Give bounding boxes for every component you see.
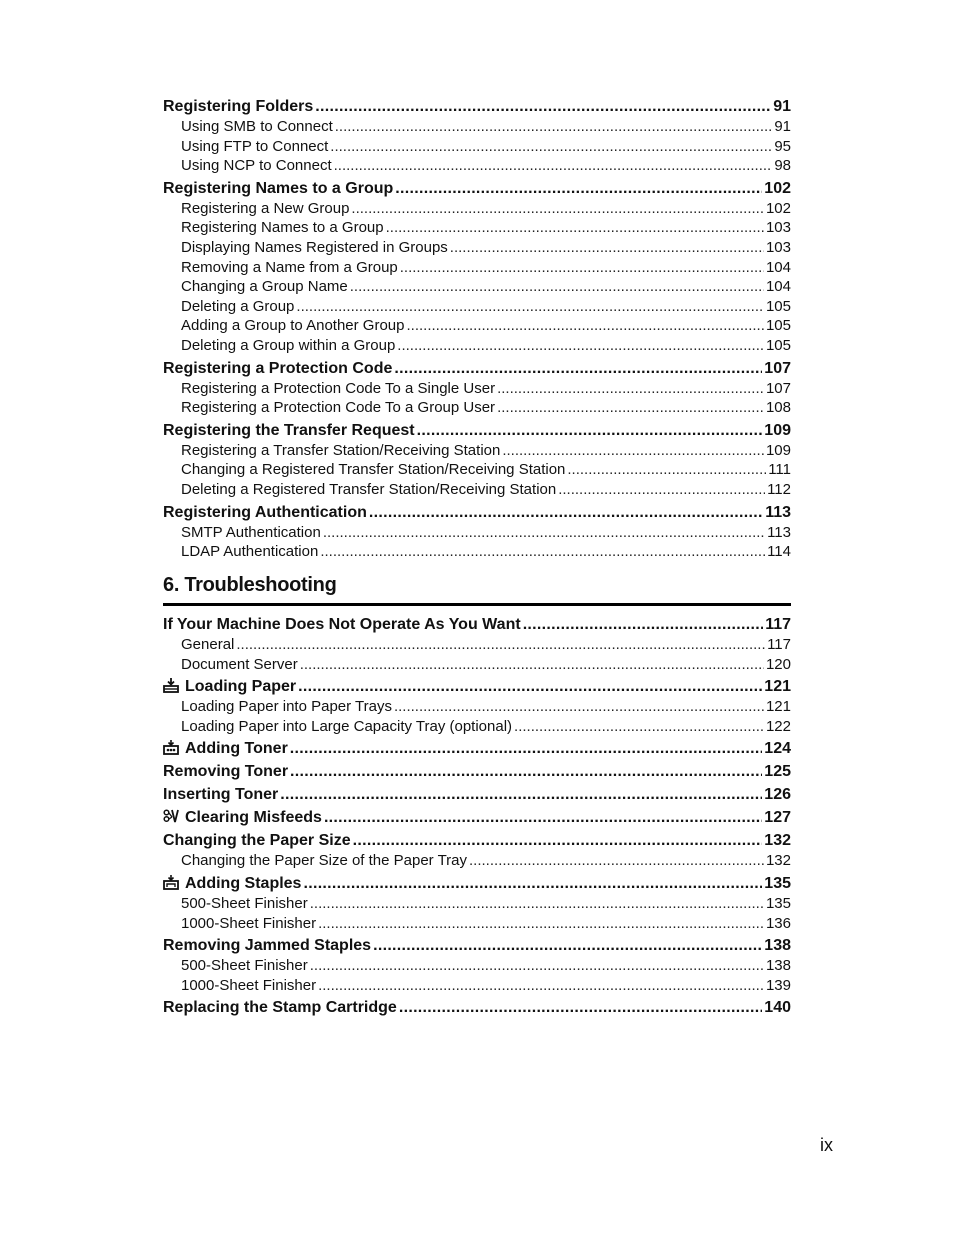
toc-entry-page: 113 bbox=[765, 503, 791, 521]
dot-leader bbox=[290, 761, 762, 782]
toc-entry-title bbox=[163, 502, 367, 523]
dot-leader bbox=[386, 218, 764, 238]
toc-subentry bbox=[163, 398, 791, 418]
toc-entry-title-text: Adding a Group to Another Group bbox=[181, 317, 405, 335]
dot-leader bbox=[318, 914, 764, 934]
toc-entry-title bbox=[181, 199, 349, 219]
toc-entry-title-text: Registering a Protection Code To a Single User bbox=[181, 379, 496, 397]
dot-leader bbox=[450, 238, 764, 258]
toc-entry-title bbox=[181, 717, 512, 737]
dot-leader bbox=[324, 807, 762, 828]
toc-entry-title bbox=[181, 117, 333, 137]
dot-leader bbox=[558, 480, 765, 500]
toc-subentry bbox=[163, 956, 791, 976]
dot-leader bbox=[417, 420, 763, 441]
toc-entry-title-text: Removing Toner bbox=[163, 763, 289, 781]
toc-entry-title bbox=[181, 156, 332, 176]
toc-entry-page: 138 bbox=[764, 937, 791, 955]
toc-entry-title-text: Removing Jammed Staples bbox=[163, 937, 372, 955]
toc-entry-title-text: Deleting a Group bbox=[181, 297, 295, 315]
toc-subentry bbox=[163, 218, 791, 238]
toc-entry-title-text: 1000-Sheet Finisher bbox=[181, 976, 317, 994]
dot-leader bbox=[497, 398, 764, 418]
toc-entry-title bbox=[181, 480, 556, 500]
toc-entry-title bbox=[163, 784, 278, 805]
toc-entry-page: 138 bbox=[765, 957, 791, 975]
toc-entry-page: 136 bbox=[765, 914, 791, 932]
paper-tray-icon bbox=[163, 678, 179, 693]
toc-entry-title bbox=[163, 738, 288, 759]
toc-entry-page: 91 bbox=[774, 118, 791, 135]
toc-entry-page: 103 bbox=[765, 238, 791, 256]
toc-subentry bbox=[163, 441, 791, 461]
toc-entry-title bbox=[181, 956, 308, 976]
toc-entry-title-text: Changing a Group Name bbox=[181, 278, 348, 296]
toc-entry-title bbox=[181, 398, 495, 418]
dot-leader bbox=[406, 316, 763, 336]
toc-subentry bbox=[163, 258, 791, 278]
toc-entry-title-text: If Your Machine Does Not Operate As You Want bbox=[163, 616, 521, 633]
toc-entry-title-text: Displaying Names Registered in Groups bbox=[181, 238, 448, 256]
toc-entry-title bbox=[163, 96, 313, 117]
toc-entry-title bbox=[163, 178, 393, 199]
toc-entry-title bbox=[163, 676, 296, 697]
toc-subentry bbox=[163, 914, 791, 934]
toc-entry-page: 124 bbox=[764, 740, 791, 758]
toc-entry-title bbox=[181, 238, 448, 258]
toc-entry-title-text: Registering Authentication bbox=[163, 503, 367, 521]
toc-entry-page: 121 bbox=[764, 678, 791, 696]
toc-entry-title bbox=[181, 523, 321, 543]
toc-subentry bbox=[163, 297, 791, 317]
toc-entry-title-text: Registering Names to a Group bbox=[163, 179, 394, 197]
toc-entry-title bbox=[163, 614, 521, 635]
toc-entry-title-text: Removing a Name from a Group bbox=[181, 258, 398, 276]
toc-entry-page: 117 bbox=[765, 616, 791, 633]
toc-subentry bbox=[163, 523, 791, 543]
dot-leader bbox=[298, 676, 762, 697]
toc-entry-title-text: Adding Staples bbox=[185, 874, 302, 892]
toc-entry-page: 135 bbox=[765, 894, 791, 912]
toc-entry-title bbox=[163, 761, 288, 782]
toc-entry-page: 95 bbox=[774, 137, 791, 155]
dot-leader bbox=[502, 441, 764, 461]
toc-subentry bbox=[163, 635, 791, 655]
toc-entry-title-text: Registering a Protection Code To a Group User bbox=[181, 399, 496, 417]
toc-entry-page: 139 bbox=[765, 976, 791, 994]
dot-leader bbox=[335, 117, 773, 137]
toc-entry bbox=[163, 807, 791, 828]
toc-entry-title bbox=[181, 697, 392, 717]
toc-entry-title bbox=[181, 218, 384, 238]
page-number: ix bbox=[820, 1135, 833, 1155]
toc-subentry bbox=[163, 316, 791, 336]
toc-entry-title bbox=[181, 914, 316, 934]
dot-leader bbox=[310, 956, 764, 976]
toc-subentry bbox=[163, 894, 791, 914]
toc-subentry bbox=[163, 460, 791, 480]
toc-entry bbox=[163, 676, 791, 697]
dot-leader bbox=[330, 137, 772, 157]
toc-entry-title bbox=[181, 894, 308, 914]
toc-subentry bbox=[163, 137, 791, 157]
toc-entry-page: 112 bbox=[767, 480, 791, 498]
toc-entry-page: 91 bbox=[773, 98, 791, 115]
toc-entry-title-text: General bbox=[181, 636, 235, 653]
toc-entry-title-text: Using NCP to Connect bbox=[181, 157, 332, 175]
toc-entry-title bbox=[181, 851, 467, 871]
toc-entry-title-text: Deleting a Group within a Group bbox=[181, 336, 396, 354]
toc-entry-title bbox=[181, 635, 234, 655]
toc-subentry bbox=[163, 542, 791, 562]
toc-entry-title bbox=[181, 655, 298, 675]
dot-leader bbox=[523, 614, 764, 635]
dot-leader bbox=[497, 379, 764, 399]
toc-entry bbox=[163, 738, 791, 759]
toc-entry bbox=[163, 178, 791, 199]
toc-entry-page: 104 bbox=[765, 258, 791, 276]
toner-icon bbox=[163, 740, 179, 755]
toc-subentry bbox=[163, 336, 791, 356]
dot-leader bbox=[350, 277, 764, 297]
dot-leader bbox=[303, 873, 762, 894]
staple-icon bbox=[163, 875, 179, 890]
toc-entry-title bbox=[163, 997, 397, 1018]
toc-subentry bbox=[163, 277, 791, 297]
toc-entry-title bbox=[163, 935, 371, 956]
toc-entry-title-text: Using FTP to Connect bbox=[181, 137, 329, 155]
toc-entry-page: 122 bbox=[765, 717, 791, 735]
toc-entry-page: 111 bbox=[768, 461, 791, 479]
toc-entry-page: 120 bbox=[765, 655, 791, 673]
toc-entry-title bbox=[163, 420, 415, 441]
dot-leader bbox=[300, 655, 764, 675]
toc-entry-title bbox=[163, 873, 301, 894]
toc-entry bbox=[163, 358, 791, 379]
toc-entry-page: 102 bbox=[765, 199, 791, 217]
toc-entry-page: 107 bbox=[764, 359, 791, 377]
toc-entry-page: 140 bbox=[764, 999, 791, 1017]
toc-entry-page: 104 bbox=[765, 278, 791, 296]
toc-entry-page: 132 bbox=[765, 852, 791, 870]
toc-entry-title bbox=[181, 441, 500, 461]
toc-entry-page: 105 bbox=[765, 297, 791, 315]
toc-entry-page: 113 bbox=[767, 523, 791, 541]
toc-entry-page: 117 bbox=[767, 636, 791, 653]
toc-subentry bbox=[163, 655, 791, 675]
dot-leader bbox=[320, 542, 765, 562]
misfeed-icon bbox=[163, 809, 179, 824]
dot-leader bbox=[310, 894, 764, 914]
toc-entry-title bbox=[181, 277, 348, 297]
toc-entry-page: 102 bbox=[764, 179, 791, 197]
toc-subentry bbox=[163, 697, 791, 717]
toc-entry-title-text: Deleting a Registered Transfer Station/Receiving Station bbox=[181, 480, 557, 498]
toc-entry-title-text: Registering a Transfer Station/Receiving Station bbox=[181, 441, 501, 459]
dot-leader bbox=[400, 258, 764, 278]
toc-entry-page: 103 bbox=[765, 219, 791, 237]
toc-entry-title-text: 1000-Sheet Finisher bbox=[181, 914, 317, 932]
toc-entry bbox=[163, 873, 791, 894]
toc-entry bbox=[163, 96, 791, 117]
toc-entry-page: 121 bbox=[765, 698, 791, 716]
toc-entry-title-text: Using SMB to Connect bbox=[181, 118, 333, 135]
dot-leader bbox=[315, 96, 771, 117]
dot-leader bbox=[399, 997, 762, 1018]
dot-leader bbox=[351, 199, 764, 219]
toc-entry bbox=[163, 502, 791, 523]
section-heading-text: 6. Troubleshooting bbox=[163, 574, 337, 596]
toc-entry-page: 132 bbox=[764, 832, 791, 850]
toc-entry-title bbox=[163, 358, 392, 379]
toc-subentry bbox=[163, 851, 791, 871]
toc-subentry bbox=[163, 976, 791, 996]
toc-entry-page: 105 bbox=[765, 336, 791, 354]
dot-leader bbox=[373, 935, 762, 956]
dot-leader bbox=[318, 976, 764, 996]
toc-entry-title-text: Document Server bbox=[181, 655, 298, 673]
toc-lower-list bbox=[163, 612, 791, 1018]
dot-leader bbox=[469, 851, 764, 871]
toc-entry bbox=[163, 830, 791, 851]
toc-entry-page: 127 bbox=[764, 809, 791, 827]
toc-entry-page: 109 bbox=[765, 441, 791, 459]
toc-entry-page: 114 bbox=[767, 543, 791, 561]
toc-entry-page: 109 bbox=[764, 421, 791, 439]
toc-entry-title-text: Loading Paper bbox=[185, 678, 297, 696]
toc-subentry bbox=[163, 199, 791, 219]
dot-leader bbox=[334, 156, 773, 176]
toc-entry-title-text: Changing the Paper Size of the Paper Tray bbox=[181, 852, 468, 870]
toc-entry-page: 125 bbox=[764, 763, 791, 781]
toc-entry bbox=[163, 761, 791, 782]
toc-entry-page: 105 bbox=[765, 317, 791, 335]
toc-entry-title-text: LDAP Authentication bbox=[181, 543, 319, 561]
dot-leader bbox=[236, 635, 765, 655]
toc-entry-title bbox=[163, 830, 351, 851]
toc-entry-title-text: Registering Folders bbox=[163, 98, 314, 115]
toc-entry bbox=[163, 420, 791, 441]
toc-subentry bbox=[163, 117, 791, 137]
toc-entry-page: 98 bbox=[774, 157, 791, 175]
toc-entry-title-text: SMTP Authentication bbox=[181, 523, 321, 541]
section-heading bbox=[163, 574, 791, 606]
dot-leader bbox=[296, 297, 764, 317]
toc-entry-title bbox=[181, 460, 565, 480]
toc-subentry bbox=[163, 156, 791, 176]
toc-entry-title bbox=[181, 137, 328, 157]
dot-leader bbox=[353, 830, 763, 851]
toc-entry-title-text: Registering a New Group bbox=[181, 199, 350, 217]
toc-entry bbox=[163, 997, 791, 1018]
dot-leader bbox=[567, 460, 766, 480]
toc-subentry bbox=[163, 379, 791, 399]
toc-entry-title-text: Registering Names to a Group bbox=[181, 219, 384, 237]
toc-entry-title-text: 500-Sheet Finisher bbox=[181, 957, 308, 975]
toc-entry-title bbox=[181, 976, 316, 996]
toc-entry-page: 107 bbox=[765, 379, 791, 397]
toc-entry-title-text: Loading Paper into Paper Trays bbox=[181, 698, 392, 716]
toc-entry-page: 108 bbox=[765, 399, 791, 417]
dot-leader bbox=[397, 336, 764, 356]
toc-subentry bbox=[163, 717, 791, 737]
dot-leader bbox=[394, 697, 764, 717]
toc-entry-title bbox=[163, 807, 322, 828]
toc-entry-page: 135 bbox=[764, 874, 791, 892]
toc-entry-page: 126 bbox=[764, 786, 791, 804]
toc-entry-title-text: Changing a Registered Transfer Station/Receiving Station bbox=[181, 461, 566, 479]
toc-entry-title-text: Loading Paper into Large Capacity Tray (optional) bbox=[181, 717, 513, 735]
toc-entry-title bbox=[181, 258, 398, 278]
toc-entry-title-text: Changing the Paper Size bbox=[163, 832, 351, 850]
dot-leader bbox=[280, 784, 762, 805]
toc-entry-title-text: 500-Sheet Finisher bbox=[181, 894, 308, 912]
toc-entry-title bbox=[181, 316, 404, 336]
toc-entry bbox=[163, 935, 791, 956]
dot-leader bbox=[323, 523, 765, 543]
dot-leader bbox=[514, 717, 764, 737]
toc-upper-list bbox=[163, 94, 791, 562]
toc-entry-title-text: Adding Toner bbox=[185, 740, 288, 758]
toc-entry-title bbox=[181, 297, 294, 317]
toc-subentry bbox=[163, 238, 791, 258]
toc-entry-title bbox=[181, 542, 318, 562]
toc-entry bbox=[163, 614, 791, 635]
toc-entry-title bbox=[181, 336, 395, 356]
dot-leader bbox=[369, 502, 763, 523]
toc-entry-title bbox=[181, 379, 495, 399]
dot-leader bbox=[395, 178, 762, 199]
toc-subentry bbox=[163, 480, 791, 500]
toc-entry-title-text: Inserting Toner bbox=[163, 786, 279, 804]
dot-leader bbox=[394, 358, 762, 379]
toc-entry bbox=[163, 784, 791, 805]
toc-entry-title-text: Clearing Misfeeds bbox=[185, 809, 322, 827]
toc-entry-title-text: Registering a Protection Code bbox=[163, 359, 393, 377]
dot-leader bbox=[290, 738, 763, 759]
toc-entry-title-text: Replacing the Stamp Cartridge bbox=[163, 999, 397, 1017]
toc-entry-title-text: Registering the Transfer Request bbox=[163, 421, 415, 439]
